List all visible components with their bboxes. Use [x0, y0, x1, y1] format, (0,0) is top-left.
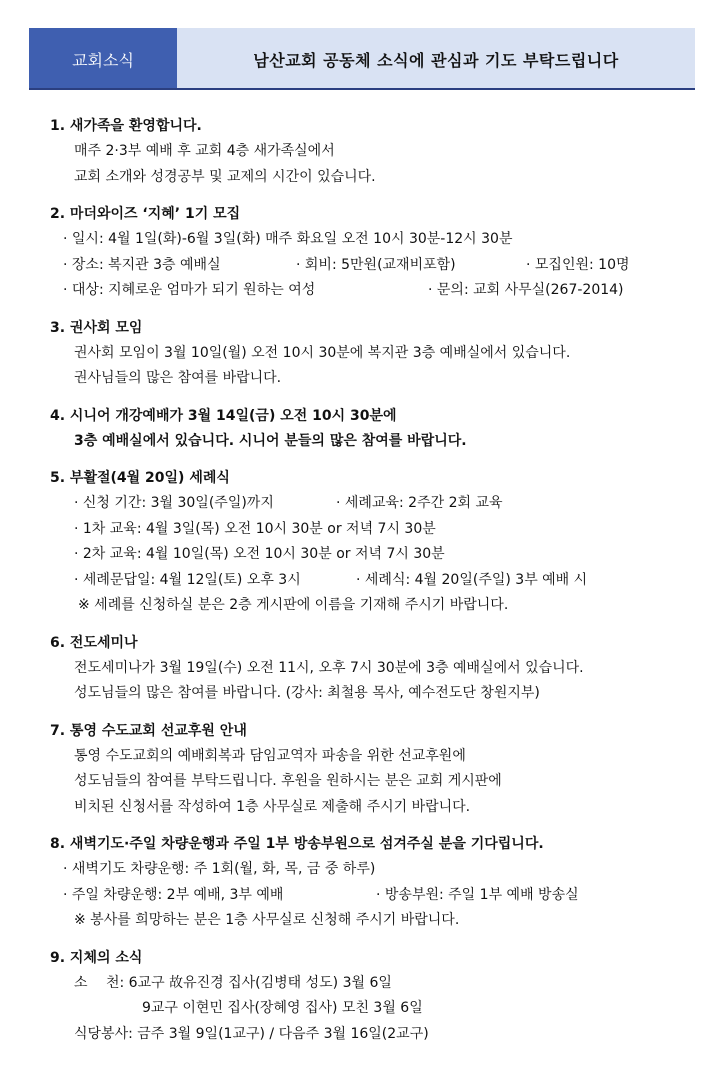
- contact-text: · 문의: 교회 사무실(267-2014): [428, 282, 624, 298]
- section-line: 소 천: 6교구 故유진경 집사(김병태 성도) 3월 6일: [74, 974, 392, 991]
- section-note: ※ 세례를 신청하실 분은 2층 게시판에 이름을 기재해 주시기 바랍니다.: [78, 597, 509, 613]
- section-line: 통영 수도교회의 예배회복과 담임교역자 파송을 위한 선교후원에: [74, 747, 466, 764]
- section-title: 3. 권사회 모임: [50, 319, 143, 336]
- section-2: [50, 201, 700, 304]
- section-title: 5. 부활절(4월 20일) 세례식: [50, 470, 230, 486]
- section-title: 1. 새가족을 환영합니다.: [50, 118, 202, 134]
- section-line: [50, 278, 700, 304]
- header-label: 교회소식: [29, 28, 177, 90]
- section-line: 비치된 신청서를 작성하여 1층 사무실로 제출해 주시기 바랍니다.: [74, 798, 471, 815]
- baptism-date-text: · 세례식: 4월 20일(주일) 3부 예배 시: [356, 571, 588, 588]
- section-line: 권사회 모임이 3월 10일(월) 오전 10시 30분에 복지관 3층 예배실에서 있습니다.: [74, 344, 571, 361]
- place-text: · 장소: 복지관 3층 예배실: [63, 256, 221, 273]
- section-line: · 1차 교육: 4월 3일(목) 오전 10시 30분 or 저녁 7시 30분: [74, 520, 436, 537]
- section-title: 2. 마더와이즈 ‘지혜’ 1기 모집: [50, 206, 241, 222]
- section-line: [50, 491, 700, 517]
- section-8: [50, 831, 700, 934]
- header-bar: [29, 28, 695, 90]
- header-title: 남산교회 공동체 소식에 관심과 기도 부탁드립니다: [177, 28, 695, 90]
- section-title: 7. 통영 수도교회 선교후원 안내: [50, 722, 247, 739]
- section-title: 9. 지체의 소식: [50, 949, 143, 966]
- section-1: [50, 113, 700, 190]
- interview-text: · 세례문답일: 4월 12일(토) 오후 3시: [74, 571, 301, 588]
- target-text: · 대상: 지혜로운 엄마가 되기 원하는 여성: [63, 282, 316, 298]
- section-title: 4. 시니어 개강예배가 3월 14일(금) 오전 10시 30분에: [50, 407, 397, 424]
- section-line: [50, 883, 700, 909]
- fee-text: · 회비: 5만원(교재비포함): [296, 256, 456, 273]
- sunday-driving-text: · 주일 차량운행: 2부 예배, 3부 예배: [63, 886, 284, 903]
- section-line: 전도세미나가 3월 19일(수) 오전 11시, 오후 7시 30분에 3층 예배실에서 있습니다.: [74, 659, 584, 676]
- news-content: [50, 113, 700, 1058]
- section-3: [50, 315, 700, 392]
- section-4: [50, 403, 700, 455]
- section-line: 식당봉사: 금주 3월 9일(1교구) / 다음주 3월 16일(2교구): [74, 1025, 429, 1042]
- section-line: 매주 2·3부 예배 후 교회 4층 새가족실에서: [74, 143, 335, 159]
- section-line: · 새벽기도 차량운행: 주 1회(월, 화, 목, 금 중 하루): [63, 861, 376, 877]
- section-line: 권사님들의 많은 참여를 바랍니다.: [74, 370, 282, 386]
- section-5: [50, 465, 700, 619]
- apply-period-text: · 신청 기간: 3월 30일(주일)까지: [74, 495, 274, 511]
- section-line: [50, 568, 700, 594]
- broadcast-text: · 방송부원: 주일 1부 예배 방송실: [376, 886, 579, 903]
- section-title: 8. 새벽기도·주일 차량운행과 주일 1부 방송부원으로 섬겨주실 분을 기다립니다.: [50, 836, 544, 852]
- section-7: [50, 718, 700, 821]
- section-note: ※ 봉사를 희망하는 분은 1층 사무실로 신청해 주시기 바랍니다.: [74, 912, 460, 928]
- section-line: 3층 예배실에서 있습니다. 시니어 분들의 많은 참여를 바랍니다.: [74, 432, 467, 449]
- section-line: [50, 253, 700, 279]
- section-line: · 일시: 4월 1일(화)-6월 3일(화) 매주 화요일 오전 10시 30분-12시 30분: [63, 231, 513, 247]
- section-9: [50, 945, 700, 1048]
- section-line: 교회 소개와 성경공부 및 교제의 시간이 있습니다.: [74, 168, 376, 185]
- section-line: 성도님들의 참여를 부탁드립니다. 후원을 원하시는 분은 교회 게시판에: [74, 773, 502, 789]
- baptism-class-text: · 세례교육: 2주간 2회 교육: [336, 495, 503, 511]
- capacity-text: · 모집인원: 10명: [526, 256, 630, 273]
- section-title: 6. 전도세미나: [50, 634, 138, 651]
- section-6: [50, 630, 700, 707]
- section-line: 9교구 이현민 집사(장혜영 집사) 모친 3월 6일: [142, 1000, 423, 1016]
- header-rule: [29, 88, 695, 90]
- section-line: 성도님들의 많은 참여를 바랍니다. (강사: 최철용 목사, 예수전도단 창원지부): [74, 685, 540, 701]
- section-line: · 2차 교육: 4월 10일(목) 오전 10시 30분 or 저녁 7시 30분: [74, 546, 445, 562]
